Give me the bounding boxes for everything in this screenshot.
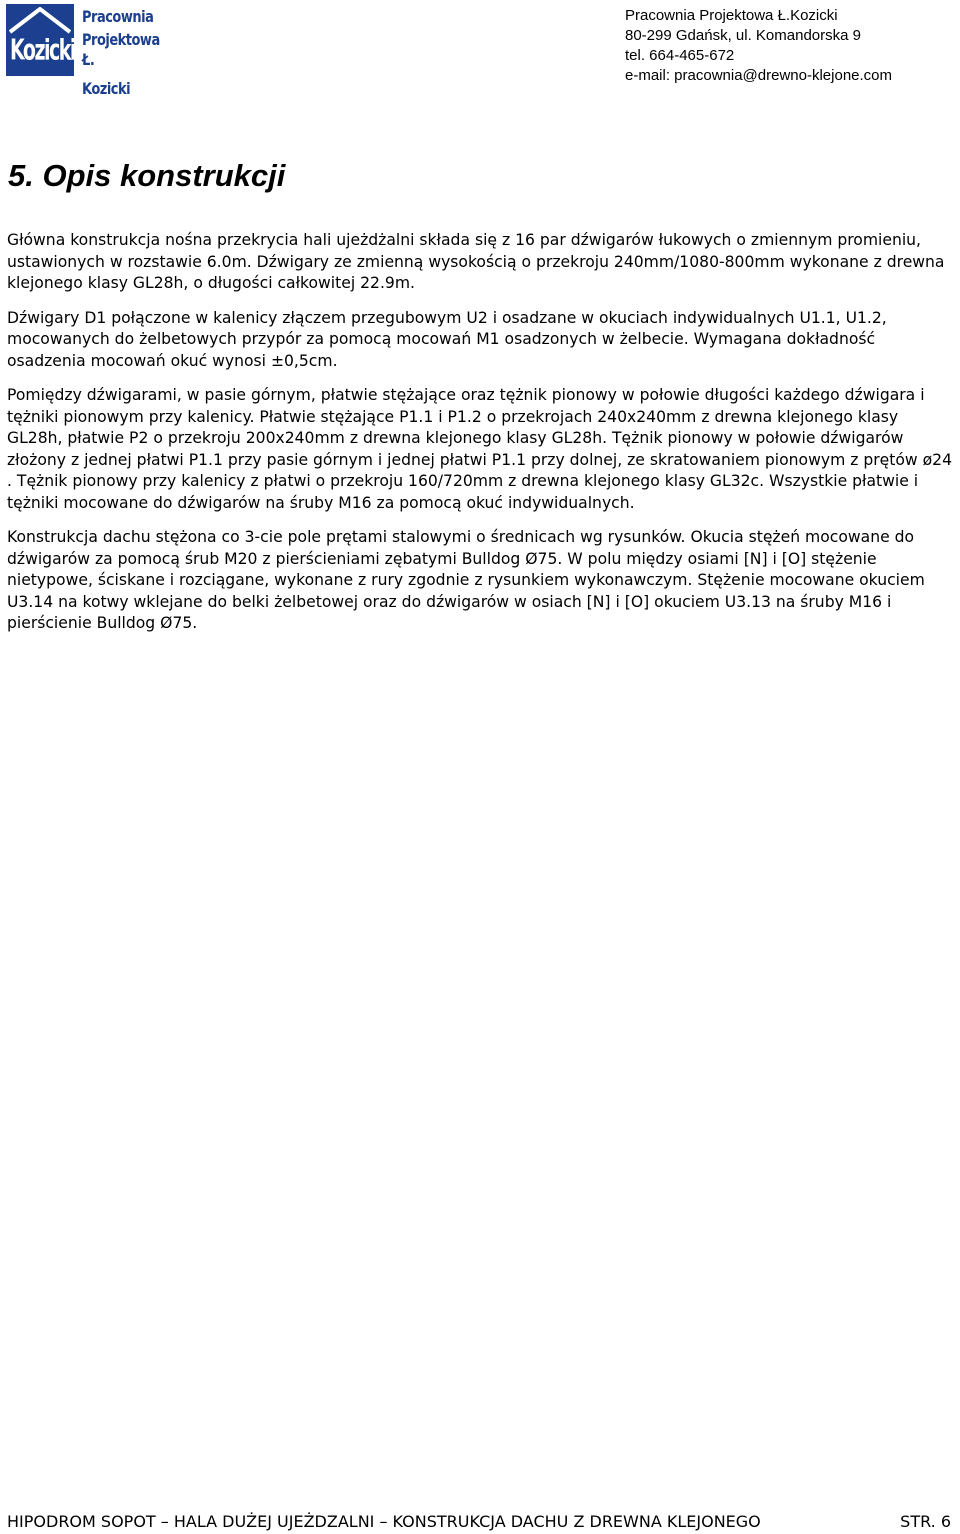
page-number: STR. 6 xyxy=(900,1512,951,1531)
paragraph-1: Główna konstrukcja nośna przekrycia hali ujeżdżalni składa się z 16 par dźwigarów łukowych o zmiennym promieniu, ustawionych w rozstawie 6.0m. Dźwigary ze zmienną wysokością o przekroju 240mm/1080-800mm wykonane z drewna klejonego klasy GL28h, o długości całkowitej 22.9m. xyxy=(7,231,945,292)
footer-title: HIPODROM SOPOT – HALA DUŻEJ UJEŻDZALNI – KONSTRUKCJA DACHU Z DREWNA KLEJONEGO xyxy=(7,1512,761,1531)
company-address: 80-299 Gdańsk, ul. Komandorska 9 xyxy=(625,27,861,44)
company-name: Pracownia Projektowa Ł.Kozicki xyxy=(625,7,838,24)
company-phone: tel. 664-465-672 xyxy=(625,47,735,64)
paragraph-4: Konstrukcja dachu stężona co 3-cie pole prętami stalowymi o średnicach wg rysunków. Okucia stężeń mocowane do dźwigarów za pomocą śrub M20 z pierścieniami zębatymi Bulldog Ø75. W polu między osiami [N] i [O] stężenie nietypowe, ściskane i rozciągane, wykonane z rury zgodnie z rysunkiem wykonawczym. Stężenie mocowane okuciem U3.14 na kotwy wklejane do belki żelbetowej oraz do dźwigarów w osiach [N] i [O] okuciem U3.13 na śruby M16 i pierścienie Bulldog Ø75. xyxy=(7,528,925,632)
page-footer xyxy=(7,1510,953,1534)
logo-name: Kozicki xyxy=(10,34,75,67)
contact-block xyxy=(625,6,955,86)
house-logo-icon xyxy=(6,4,74,76)
paragraph-2: Dźwigary D1 połączone w kalenicy złączem przegubowym U2 i osadzane w okuciach indywidualnych U1.1, U1.2, mocowanych do żelbetowych przypór za pomocą mocowań M1 osadzonych w żelbecie. Wymagana dokładność osadzenia mocowań okuć wynosi ±0,5cm. xyxy=(7,308,887,370)
section-body xyxy=(7,230,953,648)
logo-line-2: Projektowa xyxy=(82,31,160,50)
company-logo xyxy=(6,4,160,99)
logo-line-1: Pracownia xyxy=(82,8,154,27)
logo-text xyxy=(82,6,160,99)
paragraph-3: Pomiędzy dźwigarami, w pasie górnym, płatwie stężające oraz tężnik pionowy w połowie długości każdego dźwigara i tężniki pionowym przy kalenicy. Płatwie stężające P1.1 i P1.2 o przekrojach 240x240mm z drewna klejonego klasy GL28h, płatwie P2 o przekroju 200x240mm z drewna klejonego klasy GL28h. Tężnik pionowy w połowie dźwigarów złożony z jednej płatwi P1.1 przy pasie górnym i jednej płatwi P1.1 przy dolnej, ze skratowaniem pionowym z prętów ø24 . Tężnik pionowy przy kalenicy z płatwi o przekroju 160/720mm z drewna klejonego klasy GL32c. Wszystkie płatwie i tężniki mocowane do dźwigarów na śruby M16 za pomocą okuć indywidualnych. xyxy=(7,386,953,512)
company-email: e-mail: pracownia@drewno-klejone.com xyxy=(625,67,893,84)
section-heading: 5. Opis konstrukcji xyxy=(8,158,286,193)
logo-line-3: Ł. Kozicki xyxy=(82,51,131,99)
